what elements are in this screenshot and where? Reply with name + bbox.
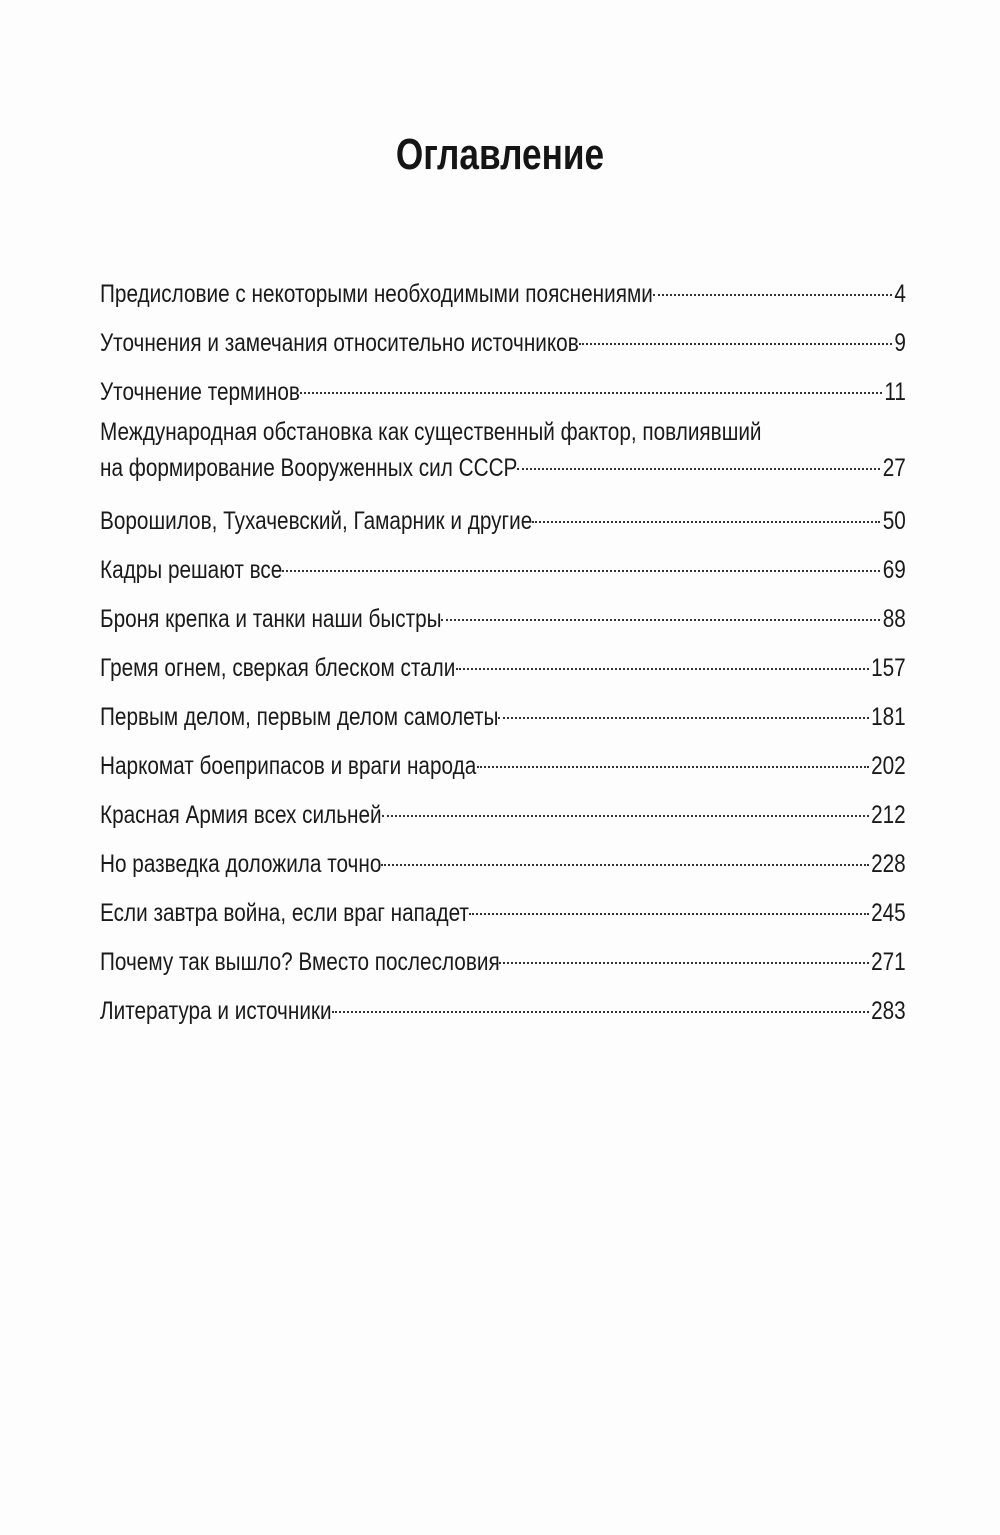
toc-entry [100,546,906,595]
toc-entry-page: 245 [871,899,906,927]
toc-entry [100,742,906,791]
toc-entry [100,938,906,987]
toc-entry-title: Первым делом, первым делом самолеты [100,703,499,731]
toc-entry-title: Кадры решают все [100,556,283,584]
toc-entry [100,417,906,488]
toc-entry-page: 157 [871,654,906,682]
toc-entry-title: Броня крепка и танки наши быстры [100,605,442,633]
page-title: Оглавление [395,130,605,179]
dot-leader [300,392,882,394]
toc-entry-title: Гремя огнем, сверкая блеском стали [100,654,456,682]
dot-leader [517,468,880,470]
dot-leader [498,717,868,719]
toc-entry-title: Литература и источники [100,997,332,1025]
toc-entry-page: 88 [882,605,906,633]
toc-entry [100,889,906,938]
toc-entry [100,595,906,644]
table-of-contents [100,270,906,1036]
toc-entry-title-line1: Международная обстановка как существенный фактор, повлиявший [100,418,762,446]
toc-entry-page: 69 [882,556,906,584]
toc-entry-title: Почему так вышло? Вместо послесловия [100,948,500,976]
dot-leader [332,1011,869,1013]
toc-entry-title: Красная Армия всех сильней [100,801,382,829]
dot-leader [441,619,880,621]
toc-entry [100,270,906,319]
dot-leader [653,294,892,296]
toc-entry [100,368,906,417]
toc-entry [100,644,906,693]
toc-entry-page: 50 [882,507,906,535]
dot-leader [456,668,869,670]
toc-entry [100,319,906,368]
dot-leader [469,913,868,915]
toc-entry-page: 181 [871,703,906,731]
toc-entry-page: 283 [871,997,906,1025]
toc-entry-title: Уточнение терминов [100,378,300,406]
toc-entry-page: 4 [894,280,906,308]
toc-entry [100,840,906,889]
toc-entry [100,987,906,1036]
toc-entry-page: 271 [871,948,906,976]
dot-leader [499,962,868,964]
dot-leader [381,864,868,866]
toc-entry-title: Ворошилов, Тухачевский, Гамарник и другие [100,507,533,535]
toc-entry-title: Уточнения и замечания относительно источников [100,329,579,357]
toc-entry-page: 27 [882,454,906,482]
toc-entry-page: 202 [871,752,906,780]
dot-leader [282,570,880,572]
toc-entry-title: Если завтра война, если враг нападет [100,899,469,927]
toc-entry-page: 212 [871,801,906,829]
toc-entry [100,497,906,546]
toc-entry-title: Предисловие с некоторыми необходимыми пояснениями [100,280,653,308]
dot-leader [382,815,869,817]
toc-entry-title-line2: на формирование Вооруженных сил СССР [100,454,518,482]
toc-entry [100,791,906,840]
toc-entry-page: 9 [894,329,906,357]
toc-entry-title: Наркомат боеприпасов и враги народа [100,752,477,780]
toc-entry-title: Но разведка доложила точно [100,850,382,878]
dot-leader [579,343,892,345]
toc-entry-page: 228 [871,850,906,878]
toc-entry-page: 11 [884,378,906,406]
dot-leader [477,766,869,768]
toc-entry [100,693,906,742]
dot-leader [532,521,880,523]
